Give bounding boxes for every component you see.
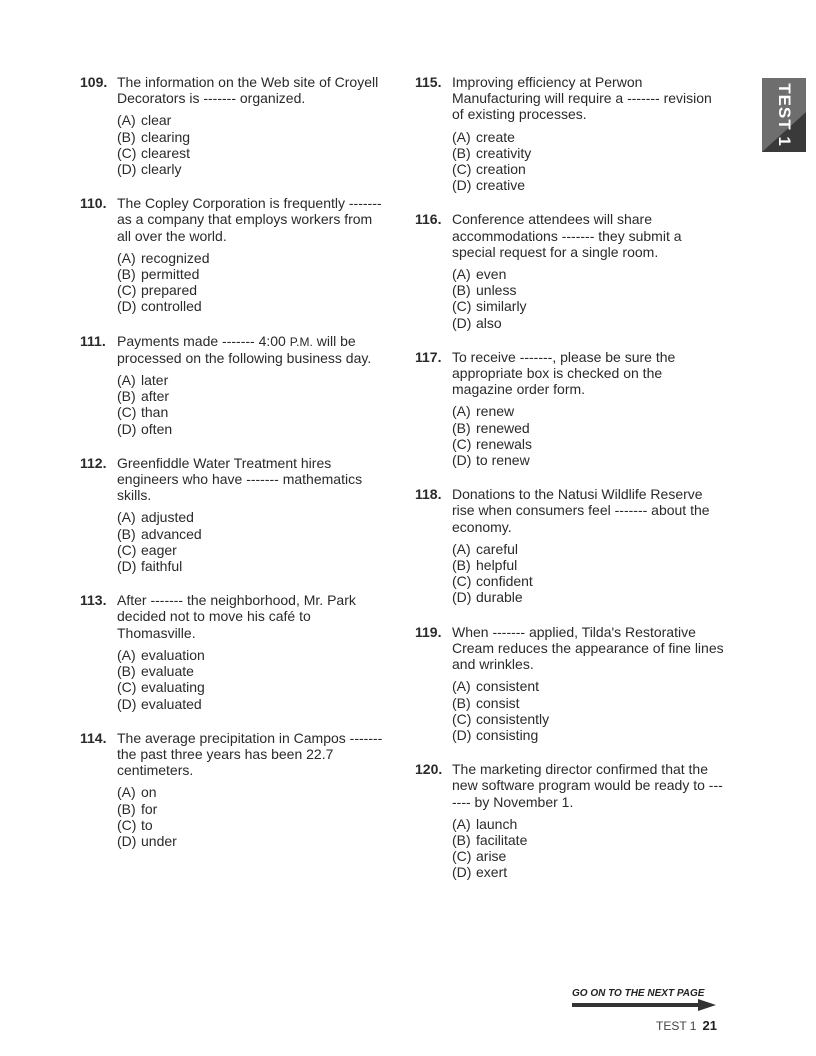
question-text: Conference attendees will share accommodations ------- they submit a special request for a single room. <box>452 211 682 260</box>
option-d[interactable]: (D) controlled <box>117 298 202 315</box>
answer-options <box>452 129 725 194</box>
question-number: 119. <box>415 623 442 640</box>
option-a[interactable]: (A) adjusted <box>117 509 194 526</box>
option-b[interactable]: (B) permitted <box>117 266 200 283</box>
option-b[interactable]: (B) unless <box>452 282 517 299</box>
answer-options <box>452 678 725 743</box>
option-a[interactable]: (A) launch <box>452 815 518 832</box>
question-text: The information on the Web site of Croyell Decorators is ------- organized. <box>117 74 379 107</box>
option-d[interactable]: (D) durable <box>452 589 523 606</box>
option-b[interactable]: (B) consist <box>452 694 520 711</box>
question-number: 116. <box>415 211 442 228</box>
option-b[interactable]: (B) renewed <box>452 419 530 436</box>
question-text: The marketing director confirmed that the new software program would be ready to ------- by November 1. <box>452 761 723 810</box>
option-d[interactable]: (D) faithful <box>117 558 183 575</box>
answer-options <box>452 816 725 881</box>
question-text: The average precipitation in Campos ------- the past three years has been 22.7 centimeters. <box>117 729 383 779</box>
option-b[interactable]: (B) evaluate <box>117 663 194 680</box>
answer-options <box>452 403 725 468</box>
question-number: 117. <box>415 348 442 365</box>
option-a[interactable]: (A) evaluation <box>117 646 205 663</box>
option-c[interactable]: (C) confident <box>452 573 533 590</box>
option-c[interactable]: (C) creation <box>452 161 526 178</box>
question-number: 115. <box>415 74 442 90</box>
question-number: 120. <box>415 761 443 778</box>
question-number: 118. <box>415 486 442 503</box>
option-c[interactable]: (C) prepared <box>117 282 198 299</box>
option-c[interactable]: (C) arise <box>452 848 507 865</box>
option-b[interactable]: (B) helpful <box>452 557 518 574</box>
option-c[interactable]: (C) than <box>117 404 169 421</box>
option-a[interactable]: (A) create <box>452 128 515 145</box>
question-text: Donations to the Natusi Wildlife Reserve rise when consumers feel ------- about the economy. <box>452 486 710 535</box>
option-a[interactable]: (A) even <box>452 266 507 283</box>
option-a[interactable]: (A) recognized <box>117 249 210 266</box>
option-d[interactable]: (D) also <box>452 314 502 331</box>
option-c[interactable]: (C) to <box>117 816 153 833</box>
option-a[interactable]: (A) careful <box>452 540 519 557</box>
option-b[interactable]: (B) creativity <box>452 144 532 161</box>
question-120 <box>415 761 725 880</box>
question-115 <box>415 74 725 193</box>
option-d[interactable]: (D) creative <box>452 177 526 194</box>
question-number: 111. <box>80 332 106 349</box>
answer-options <box>117 250 390 315</box>
question-116 <box>415 211 725 330</box>
question-number: 114. <box>80 729 107 746</box>
go-on-next-page[interactable] <box>572 988 722 1010</box>
option-d[interactable]: (D) often <box>117 420 173 437</box>
option-b[interactable]: (B) facilitate <box>452 831 528 848</box>
option-d[interactable]: (D) exert <box>452 864 508 881</box>
option-c[interactable]: (C) evaluating <box>117 679 205 696</box>
question-text: After ------- the neighborhood, Mr. Park decided not to move his café to Thomasville. <box>117 592 356 641</box>
option-b[interactable]: (B) after <box>117 388 170 405</box>
option-d[interactable]: (D) under <box>117 832 177 849</box>
question-number: 112. <box>80 454 107 471</box>
question-text: Greenfiddle Water Treatment hires engineers who have ------- mathematics skills. <box>117 454 363 504</box>
option-a[interactable]: (A) later <box>117 372 169 389</box>
question-text: Payments made ------- 4:00 P.M. will be processed on the following business day. <box>117 332 372 366</box>
option-c[interactable]: (C) eager <box>117 541 177 558</box>
question-111 <box>80 333 390 437</box>
option-d[interactable]: (D) consisting <box>452 726 539 743</box>
right-column <box>415 74 725 881</box>
option-a[interactable]: (A) consistent <box>452 678 540 695</box>
option-d[interactable]: (D) evaluated <box>117 695 202 712</box>
option-a[interactable]: (A) on <box>117 784 157 801</box>
question-text: When ------- applied, Tilda's Restorative Cream reduces the appearance of fine lines and wrinkles. <box>452 623 724 673</box>
question-text: To receive -------, please be sure the appropriate box is checked on the magazine order form. <box>452 348 676 398</box>
question-number: 109. <box>80 74 108 90</box>
arrow-right-icon <box>572 1000 722 1010</box>
question-113 <box>80 592 390 711</box>
page-footer <box>656 1018 717 1033</box>
option-d[interactable]: (D) clearly <box>117 161 182 178</box>
question-119 <box>415 624 725 743</box>
option-a[interactable]: (A) clear <box>117 112 172 129</box>
option-a[interactable]: (A) renew <box>452 403 515 420</box>
question-text: The Copley Corporation is frequently ------- as a company that employs workers from all over the world. <box>117 195 382 244</box>
option-c[interactable]: (C) clearest <box>117 144 191 161</box>
answer-options <box>117 509 390 574</box>
option-b[interactable]: (B) clearing <box>117 128 191 145</box>
left-column <box>80 74 390 849</box>
question-118 <box>415 486 725 605</box>
answer-options <box>117 647 390 712</box>
question-number: 113. <box>80 592 107 609</box>
answer-options <box>452 541 725 606</box>
answer-options <box>452 266 725 331</box>
option-b[interactable]: (B) advanced <box>117 525 202 542</box>
answer-options <box>117 372 390 437</box>
test-section-tab <box>762 78 806 152</box>
go-on-label: GO ON TO THE NEXT PAGE <box>572 988 705 999</box>
question-text: Improving efficiency at Perwon Manufacturing will require a ------- revision of existing processes. <box>452 74 712 123</box>
page-number: 21 <box>702 1018 717 1033</box>
test-label: TEST 1 <box>656 1019 697 1033</box>
question-117 <box>415 349 725 468</box>
tab-label: TEST 1 <box>775 83 794 147</box>
question-110 <box>80 195 390 314</box>
option-d[interactable]: (D) to renew <box>452 452 530 469</box>
option-c[interactable]: (C) consistently <box>452 710 550 727</box>
option-c[interactable]: (C) similarly <box>452 298 527 315</box>
answer-options <box>117 112 390 177</box>
option-b[interactable]: (B) for <box>117 800 158 817</box>
answer-options <box>117 784 390 849</box>
question-109 <box>80 74 390 177</box>
question-112 <box>80 455 390 574</box>
option-c[interactable]: (C) renewals <box>452 435 533 452</box>
question-number: 110. <box>80 195 107 212</box>
question-114 <box>80 730 390 849</box>
